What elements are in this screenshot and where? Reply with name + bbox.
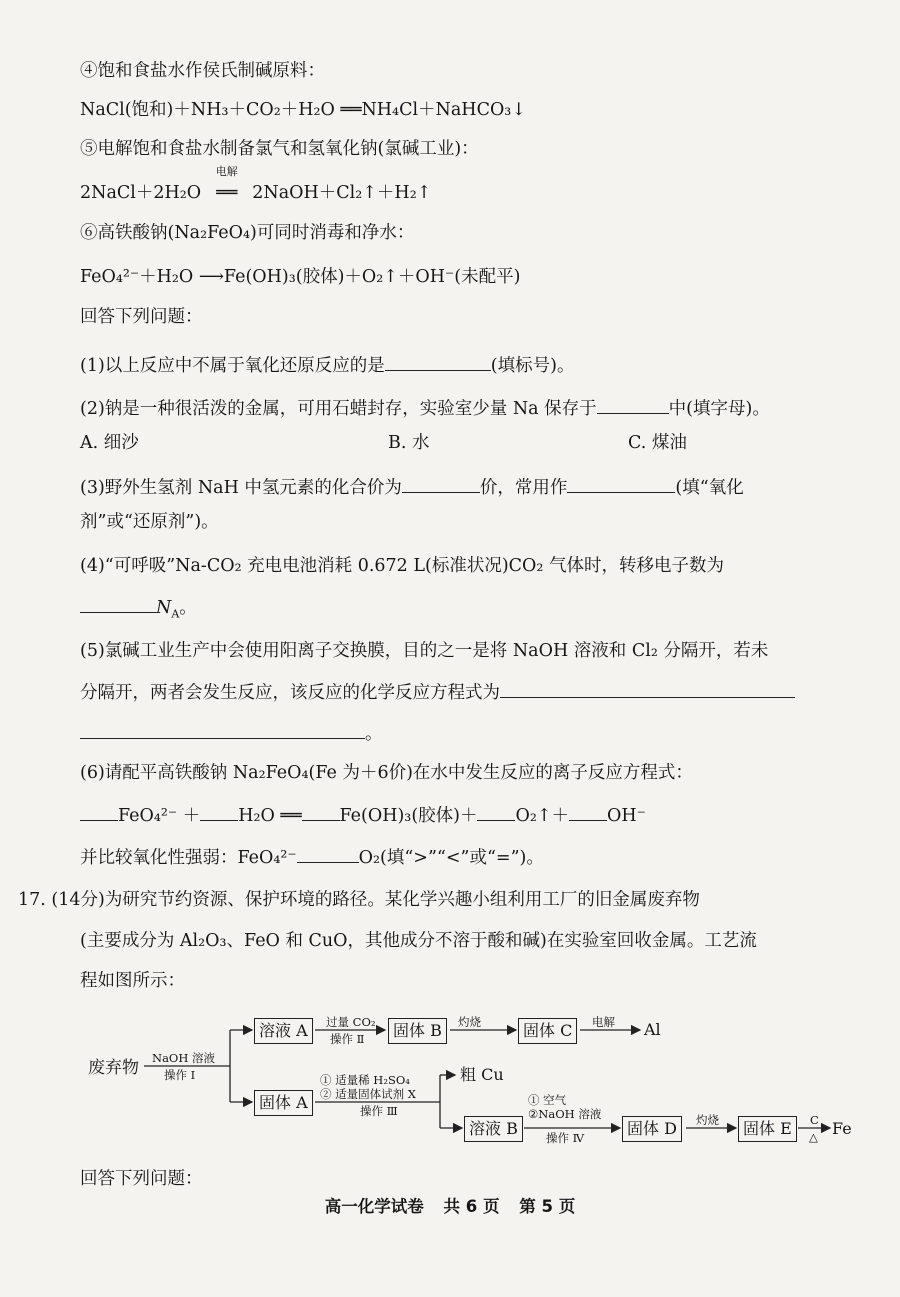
question-1 [80,350,574,379]
op2-label: 操作 Ⅱ [330,1032,365,1046]
coef-blank-1[interactable] [80,800,118,821]
question-5-blank-1[interactable] [500,677,795,698]
question-2-blank[interactable] [597,393,669,414]
question-3-blank-2[interactable] [567,472,675,493]
question-3-cont: 剂”或“还原剂”)。 [80,512,219,532]
question-2-option-b: B. 水 [388,433,430,453]
reaction-5-equation [80,165,432,206]
question-4: (4)“可呼吸”Na-CO₂ 充电电池消耗 0.672 L(标准状况)CO₂ 气体时，转移电子数为 [80,556,724,576]
question-5-end: 。 [365,724,383,744]
question-3-tail: (填“氧化 [675,478,744,498]
compare-text: 并比较氧化性强弱：FeO₄²⁻ [80,848,297,868]
eq-o2: O₂↑＋ [515,806,570,826]
eq-feo4: FeO₄²⁻ ＋ [118,806,201,826]
question-3 [80,472,744,501]
solution-b-box: 溶液 B [464,1116,523,1142]
burn-1-label: 灼烧 [458,1015,481,1029]
reaction-5-arrow: 电解 ══ [207,180,247,206]
question-2 [80,393,770,422]
waste-label: 废弃物 [88,1058,139,1078]
reaction-6-intro: ⑥高铁酸钠(Na₂FeO₄)可同时消毒和净水： [80,223,415,243]
question-17: 17. (14分)为研究节约资源、保护环境的路径。某化学兴趣小组利用工厂的旧金属废弃物 [18,890,700,910]
question-6-compare [80,842,544,871]
avogadro-symbol: N [156,598,172,618]
coef-blank-2[interactable] [200,800,238,821]
reaction-5-intro: ⑤电解饱和食盐水制备氯气和氢氧化钠(氯碱工业)： [80,139,479,159]
reaction-5-right: 2NaOH＋Cl₂↑＋H₂↑ [252,183,432,203]
question-17-line-3: 程如图所示： [80,971,185,991]
reaction-4-intro: ④饱和食盐水作侯氏制碱原料： [80,61,325,81]
product-fe: Fe [832,1119,852,1138]
solid-c-box: 固体 C [518,1018,577,1044]
question-6-equation [80,800,646,829]
solid-b-box: 固体 B [388,1018,447,1044]
product-al: Al [644,1020,661,1039]
question-5-line-3 [80,718,383,747]
reductant-c: C [810,1113,819,1127]
question-4-cont [80,592,197,621]
question-3-text: (3)野外生氢剂 NaH 中氢元素的化合价为 [80,478,402,498]
solid-e-box: 固体 E [738,1116,797,1142]
question-5-text: 分隔开，两者会发生反应，该反应的化学反应方程式为 [80,683,500,703]
eq-h2o: H₂O ══ [238,806,302,826]
burn-2-label: 灼烧 [696,1113,719,1127]
eq-feoh3: Fe(OH)₃(胶体)＋ [339,806,478,826]
op4-reagent-1: ① 空气 [528,1093,567,1107]
question-5-cont [80,677,795,706]
question-2-tail: 中(填字母)。 [668,399,770,419]
heat-symbol: △ [809,1130,818,1144]
reaction-5-left: 2NaCl＋2H₂O [80,183,202,203]
question-2-text: (2)钠是一种很活泼的金属，可用石蜡封存，实验室少量 Na 保存于 [80,399,597,419]
footer-title: 高一化学试卷 [324,1197,424,1216]
question-17-line-2: (主要成分为 Al₂O₃、FeO 和 CuO，其他成分不溶于酸和碱)在实验室回收金属。工艺流 [80,931,757,951]
footer-total: 共 6 页 [443,1197,500,1216]
question-17-prompt: 回答下列问题： [80,1169,203,1189]
question-5: (5)氯碱工业生产中会使用阳离子交换膜，目的之一是将 NaOH 溶液和 Cl₂ 分隔开，若未 [80,641,769,661]
footer-page: 第 5 页 [519,1197,576,1216]
op3-reagent-1: ① 适量稀 H₂SO₄ [320,1073,410,1087]
op1-label: 操作 Ⅰ [164,1068,196,1082]
reaction-4-equation: NaCl(饱和)＋NH₃＋CO₂＋H₂O ══NH₄Cl＋NaHCO₃↓ [80,100,526,120]
solid-d-box: 固体 D [622,1116,682,1142]
reaction-6-equation: FeO₄²⁻＋H₂O ⟶Fe(OH)₃(胶体)＋O₂↑＋OH⁻(未配平) [80,267,521,287]
reaction-5-condition: 电解 [215,165,238,178]
answer-prompt: 回答下列问题： [80,307,203,327]
compare-tail: O₂(填“>”“<”或“=”)。 [358,848,544,868]
process-flowchart [80,1010,860,1160]
op2-reagent: 过量 CO₂ [326,1015,376,1029]
avogadro-subscript: A [171,607,180,621]
op3-label: 操作 Ⅲ [360,1104,398,1118]
solution-a-box: 溶液 A [254,1018,313,1044]
question-1-tail: (填标号)。 [490,356,575,376]
electrolysis-label: 电解 [592,1015,615,1029]
question-3-mid: 价，常用作 [479,478,568,498]
solid-a-box: 固体 A [254,1090,313,1116]
coef-blank-5[interactable] [569,800,607,821]
op4-label: 操作 Ⅳ [546,1131,585,1145]
op3-reagent-2: ② 适量固体试剂 X [320,1087,416,1101]
compare-blank[interactable] [297,842,359,863]
question-3-blank-1[interactable] [402,472,480,493]
op1-reagent: NaOH 溶液 [152,1051,216,1065]
question-4-end: 。 [179,598,197,618]
eq-oh: OH⁻ [607,806,646,826]
question-6: (6)请配平高铁酸钠 Na₂FeO₄(Fe 为＋6价)在水中发生反应的离子反应方程式： [80,763,693,783]
op4-reagent-2: ②NaOH 溶液 [528,1107,602,1121]
page-footer [0,1193,900,1217]
question-1-text: (1)以上反应中不属于氧化还原反应的是 [80,356,385,376]
question-2-option-c: C. 煤油 [628,433,687,453]
product-crude-cu: 粗 Cu [460,1065,504,1084]
question-2-option-a: A. 细沙 [80,433,139,453]
question-5-blank-2[interactable] [80,718,365,739]
question-4-blank[interactable] [80,592,156,613]
coef-blank-4[interactable] [477,800,515,821]
coef-blank-3[interactable] [302,800,340,821]
question-1-blank[interactable] [385,350,491,371]
